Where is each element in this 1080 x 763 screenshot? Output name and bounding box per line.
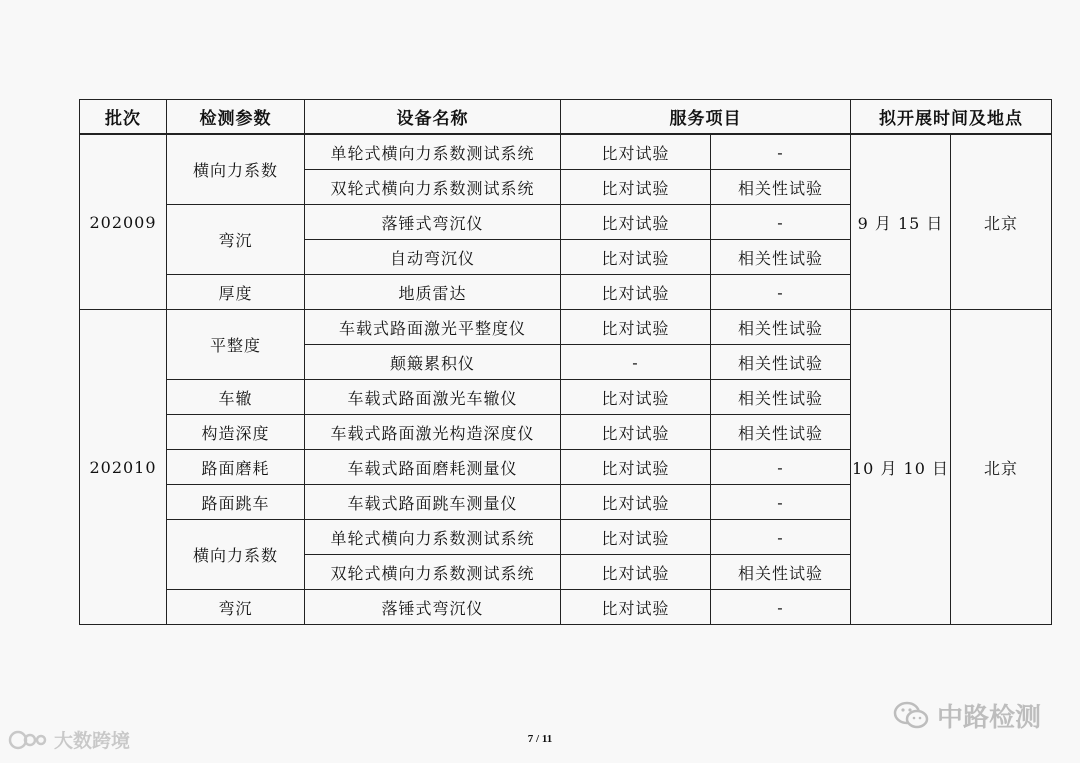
service-correlation-cell: - (711, 590, 851, 625)
param-cell: 构造深度 (167, 415, 305, 450)
schedule-table (79, 99, 1052, 625)
service-correlation-cell: 相关性试验 (711, 415, 851, 450)
watermark-left-text: 大数跨境 (54, 730, 131, 752)
device-cell: 地质雷达 (305, 275, 561, 310)
service-compare-cell: - (561, 345, 711, 380)
watermark-left (8, 726, 130, 753)
device-cell: 颠簸累积仪 (305, 345, 561, 380)
service-compare-cell: 比对试验 (561, 485, 711, 520)
device-cell: 双轮式横向力系数测试系统 (305, 555, 561, 590)
service-compare-cell: 比对试验 (561, 275, 711, 310)
table-header-row (80, 100, 1052, 135)
service-compare-cell: 比对试验 (561, 310, 711, 345)
service-compare-cell: 比对试验 (561, 450, 711, 485)
device-cell: 自动弯沉仪 (305, 240, 561, 275)
service-correlation-cell: - (711, 520, 851, 555)
service-correlation-cell: - (711, 134, 851, 170)
service-compare-cell: 比对试验 (561, 555, 711, 590)
table-row (80, 134, 1052, 170)
service-compare-cell: 比对试验 (561, 205, 711, 240)
param-cell: 横向力系数 (167, 520, 305, 590)
watermark-logo-icon (8, 729, 48, 751)
watermark-right-text: 中路检测 (937, 703, 1042, 733)
page-number: 7 / 11 (527, 733, 553, 745)
header-batch: 批次 (80, 100, 167, 135)
service-compare-cell: 比对试验 (561, 380, 711, 415)
device-cell: 单轮式横向力系数测试系统 (305, 520, 561, 555)
device-cell: 落锤式弯沉仪 (305, 590, 561, 625)
service-correlation-cell: - (711, 275, 851, 310)
service-compare-cell: 比对试验 (561, 415, 711, 450)
watermark-right (893, 697, 1041, 734)
service-correlation-cell: 相关性试验 (711, 240, 851, 275)
service-correlation-cell: 相关性试验 (711, 170, 851, 205)
time-cell: 9 月 15 日 (851, 134, 951, 310)
header-service: 服务项目 (561, 100, 851, 135)
place-cell: 北京 (951, 134, 1052, 310)
table-body (80, 134, 1052, 625)
wechat-icon (893, 701, 929, 731)
table-row (80, 310, 1052, 345)
header-device: 设备名称 (305, 100, 561, 135)
time-cell: 10 月 10 日 (851, 310, 951, 625)
device-cell: 单轮式横向力系数测试系统 (305, 134, 561, 170)
header-time-place: 拟开展时间及地点 (851, 100, 1052, 135)
service-compare-cell: 比对试验 (561, 134, 711, 170)
service-correlation-cell: 相关性试验 (711, 380, 851, 415)
service-compare-cell: 比对试验 (561, 590, 711, 625)
param-cell: 路面磨耗 (167, 450, 305, 485)
device-cell: 车载式路面激光构造深度仪 (305, 415, 561, 450)
device-cell: 车载式路面激光车辙仪 (305, 380, 561, 415)
service-correlation-cell: 相关性试验 (711, 555, 851, 590)
device-cell: 车载式路面激光平整度仪 (305, 310, 561, 345)
param-cell: 厚度 (167, 275, 305, 310)
device-cell: 双轮式横向力系数测试系统 (305, 170, 561, 205)
service-correlation-cell: - (711, 485, 851, 520)
device-cell: 车载式路面跳车测量仪 (305, 485, 561, 520)
service-correlation-cell: - (711, 450, 851, 485)
header-param: 检测参数 (167, 100, 305, 135)
param-cell: 弯沉 (167, 590, 305, 625)
service-correlation-cell: 相关性试验 (711, 310, 851, 345)
param-cell: 平整度 (167, 310, 305, 380)
device-cell: 车载式路面磨耗测量仪 (305, 450, 561, 485)
service-correlation-cell: 相关性试验 (711, 345, 851, 380)
param-cell: 车辙 (167, 380, 305, 415)
service-correlation-cell: - (711, 205, 851, 240)
place-cell: 北京 (951, 310, 1052, 625)
service-compare-cell: 比对试验 (561, 240, 711, 275)
batch-cell: 202009 (80, 134, 167, 310)
service-compare-cell: 比对试验 (561, 170, 711, 205)
param-cell: 弯沉 (167, 205, 305, 275)
param-cell: 路面跳车 (167, 485, 305, 520)
service-compare-cell: 比对试验 (561, 520, 711, 555)
param-cell: 横向力系数 (167, 134, 305, 205)
batch-cell: 202010 (80, 310, 167, 625)
device-cell: 落锤式弯沉仪 (305, 205, 561, 240)
